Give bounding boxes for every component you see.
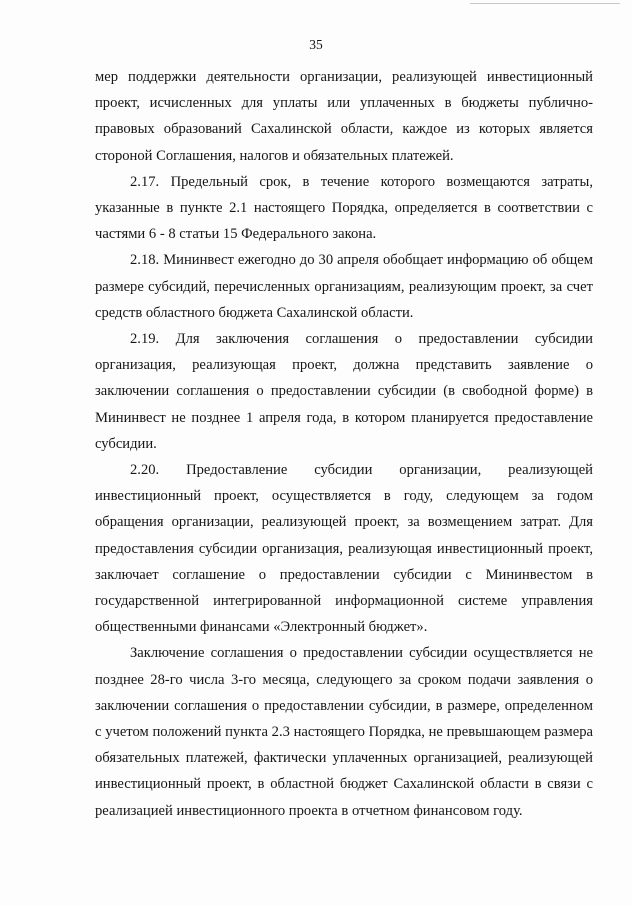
paragraph: 2.19. Для заключения соглашения о предоставлении субсидии организация, реализующая проект, должна представить заявление о заключении соглашения о предоставлении субсидии (в свободной форме) в Мининвест не позднее 1 апреля года, в котором планируется предоставление субсидии. [95,331,593,452]
page-number: 35 [309,37,323,52]
scan-edge-mark [470,3,620,4]
paragraph: 2.18. Мининвест ежегодно до 30 апреля обобщает информацию об общем размере субсидий, перечисленных организациям, реализующим проект, за счет средств областного бюджета Сахалинской области. [95,252,593,321]
paragraph: мер поддержки деятельности организации, реализующей инвестиционный проект, исчисленных для уплаты или уплаченных в бюджеты публично-правовых образований Сахалинской области, каждое из которых является стороной Соглашения, налогов и обязательных платежей. [95,69,593,164]
paragraph: Заключение соглашения о предоставлении субсидии осуществляется не позднее 28-го числа 3-го месяца, следующего за сроком подачи заявления о заключении соглашения о предоставлении субсидии, в размере, определенном с учетом положений пункта 2.3 настоящего Порядка, не превышающем размера обязательных платежей, фактически уплаченных организацией, реализующей инвестиционный проект, в областной бюджет Сахалинской области в связи с реализацией инвестиционного проекта в отчетном финансовом году. [95,645,593,819]
paragraph: 2.17. Предельный срок, в течение которого возмещаются затраты, указанные в пункте 2.1 настоящего Порядка, определяется в соответствии с частями 6 - 8 статьи 15 Федерального закона. [95,173,593,243]
document-body [95,64,593,824]
paragraph: 2.20. Предоставление субсидии организации, реализующей инвестиционный проект, осуществляется в году, следующем за годом обращения организации, реализующей проект, за возмещением затрат. Для предоставления субсидии организация, реализующая инвестиционный проект, заключает соглашение о предоставлении субсидии с Мининвестом в государственной интегрированной информационной системе управления общественными финансами «Электронный бюджет». [95,462,593,636]
